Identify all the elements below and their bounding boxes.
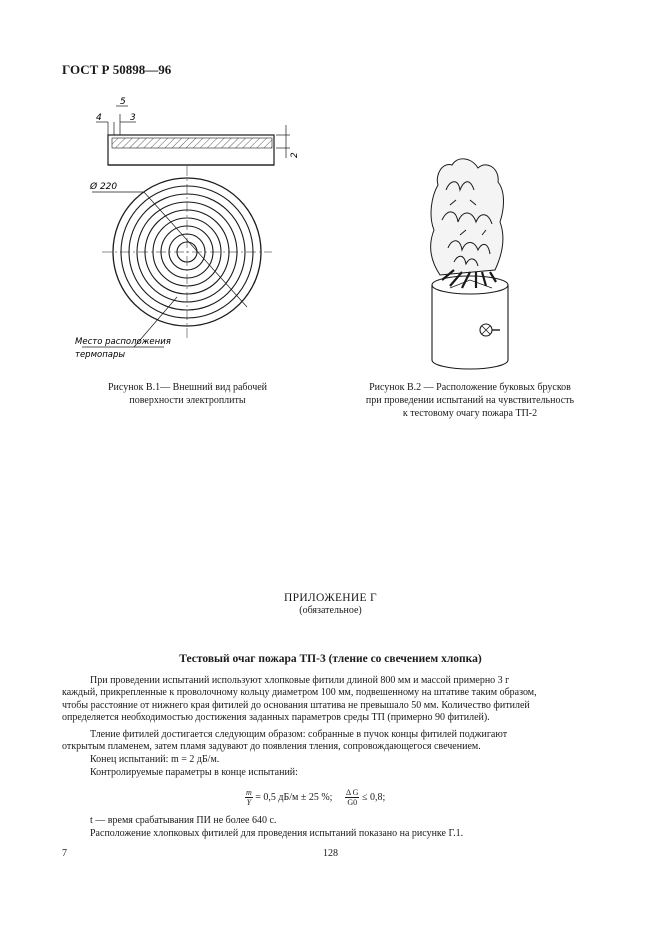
figure-2-caption-line2: при проведении испытаний на чувствительность <box>365 395 575 406</box>
paragraph-1-line3: чтобы расстояние от нижнего края фитилей до основания штатива не превышало 50 мм. Количество фитилей <box>62 699 530 711</box>
paragraph-1-line4: определяется необходимостью достижения заданных параметров среды ТП (примерно 90 фитилей). <box>62 712 490 723</box>
formula-part-1: = 0,5 дБ/м ± 25 %; <box>255 791 333 803</box>
fraction-1-numerator: m <box>246 788 252 797</box>
appendix-title: ПРИЛОЖЕНИЕ Г <box>284 592 377 604</box>
stove-top-view <box>82 166 272 347</box>
flame-illustration <box>431 159 504 275</box>
paragraph-2-line1: Тление фитилей достигается следующим образом: собранные в пучок концы фитилей поджигают <box>90 729 508 740</box>
thermocouple-label-line1: Место расположения <box>75 337 171 347</box>
dim-label-5: 5 <box>120 97 126 107</box>
fraction-2-numerator: Δ G <box>345 788 359 797</box>
dim-label-3: 3 <box>130 113 136 123</box>
figure-beech-blocks-fire <box>420 150 520 375</box>
figure-stove-surface <box>72 92 312 367</box>
figure-1-caption-line2: поверхности электроплиты <box>129 395 246 406</box>
paragraph-figure-reference: Расположение хлопковых фитилей для проведения испытаний показано на рисунке Г.1. <box>90 828 464 839</box>
figure-2-caption-line1: Рисунок В.2 — Расположение буковых брусков <box>369 382 571 393</box>
fraction-2-denominator: G0 <box>347 798 358 807</box>
fraction-dg-over-g0 <box>345 788 359 807</box>
section-title: Тестовый очаг пожара ТП-3 (тление со свечением хлопка) <box>179 653 482 665</box>
dim-label-4: 4 <box>96 113 102 123</box>
figure-2-caption-line3: к тестовому очагу пожара ТП-2 <box>402 408 538 419</box>
formula <box>245 788 385 807</box>
thermocouple-label-line2: термопары <box>75 350 126 360</box>
dim-label-2: 2 <box>290 152 300 158</box>
formula-part-2: ≤ 0,8; <box>361 791 386 803</box>
page-number: 128 <box>323 848 338 859</box>
paragraph-test-end: Конец испытаний: m = 2 дБ/м. <box>90 754 220 765</box>
paragraph-1-line2: каждый, прикрепленные к проволочному кольцу диаметром 100 мм, подвешенному на штативе таким образом, <box>62 687 537 698</box>
stove-side-section <box>96 106 290 165</box>
figure-1-caption <box>80 381 295 407</box>
footer-section-number: 7 <box>62 848 67 859</box>
figure-2-caption <box>340 381 600 420</box>
paragraph-1-line1: При проведении испытаний используют хлопковые фитили длиной 800 мм и массой примерно 3 г <box>90 675 510 686</box>
fraction-m-over-y <box>245 788 253 807</box>
paragraph-2-line2: открытым пламенем, затем пламя задувают до появления тления, сопровождающегося свечением. <box>62 741 481 752</box>
appendix-subtitle: (обязательное) <box>299 605 362 616</box>
diameter-label: Ø 220 <box>90 182 118 192</box>
document-header: ГОСТ Р 50898—96 <box>62 62 172 77</box>
paragraph-response-time: t — время срабатывания ПИ не более 640 с. <box>90 815 277 826</box>
stand-container <box>432 270 508 369</box>
paragraph-controlled-params: Контролируемые параметры в конце испытаний: <box>90 767 298 778</box>
figure-1-caption-line1: Рисунок В.1— Внешний вид рабочей <box>107 382 268 393</box>
paragraph-1 <box>90 675 600 688</box>
paragraph-1-body <box>62 687 600 725</box>
fraction-1-denominator: Y <box>246 798 252 807</box>
